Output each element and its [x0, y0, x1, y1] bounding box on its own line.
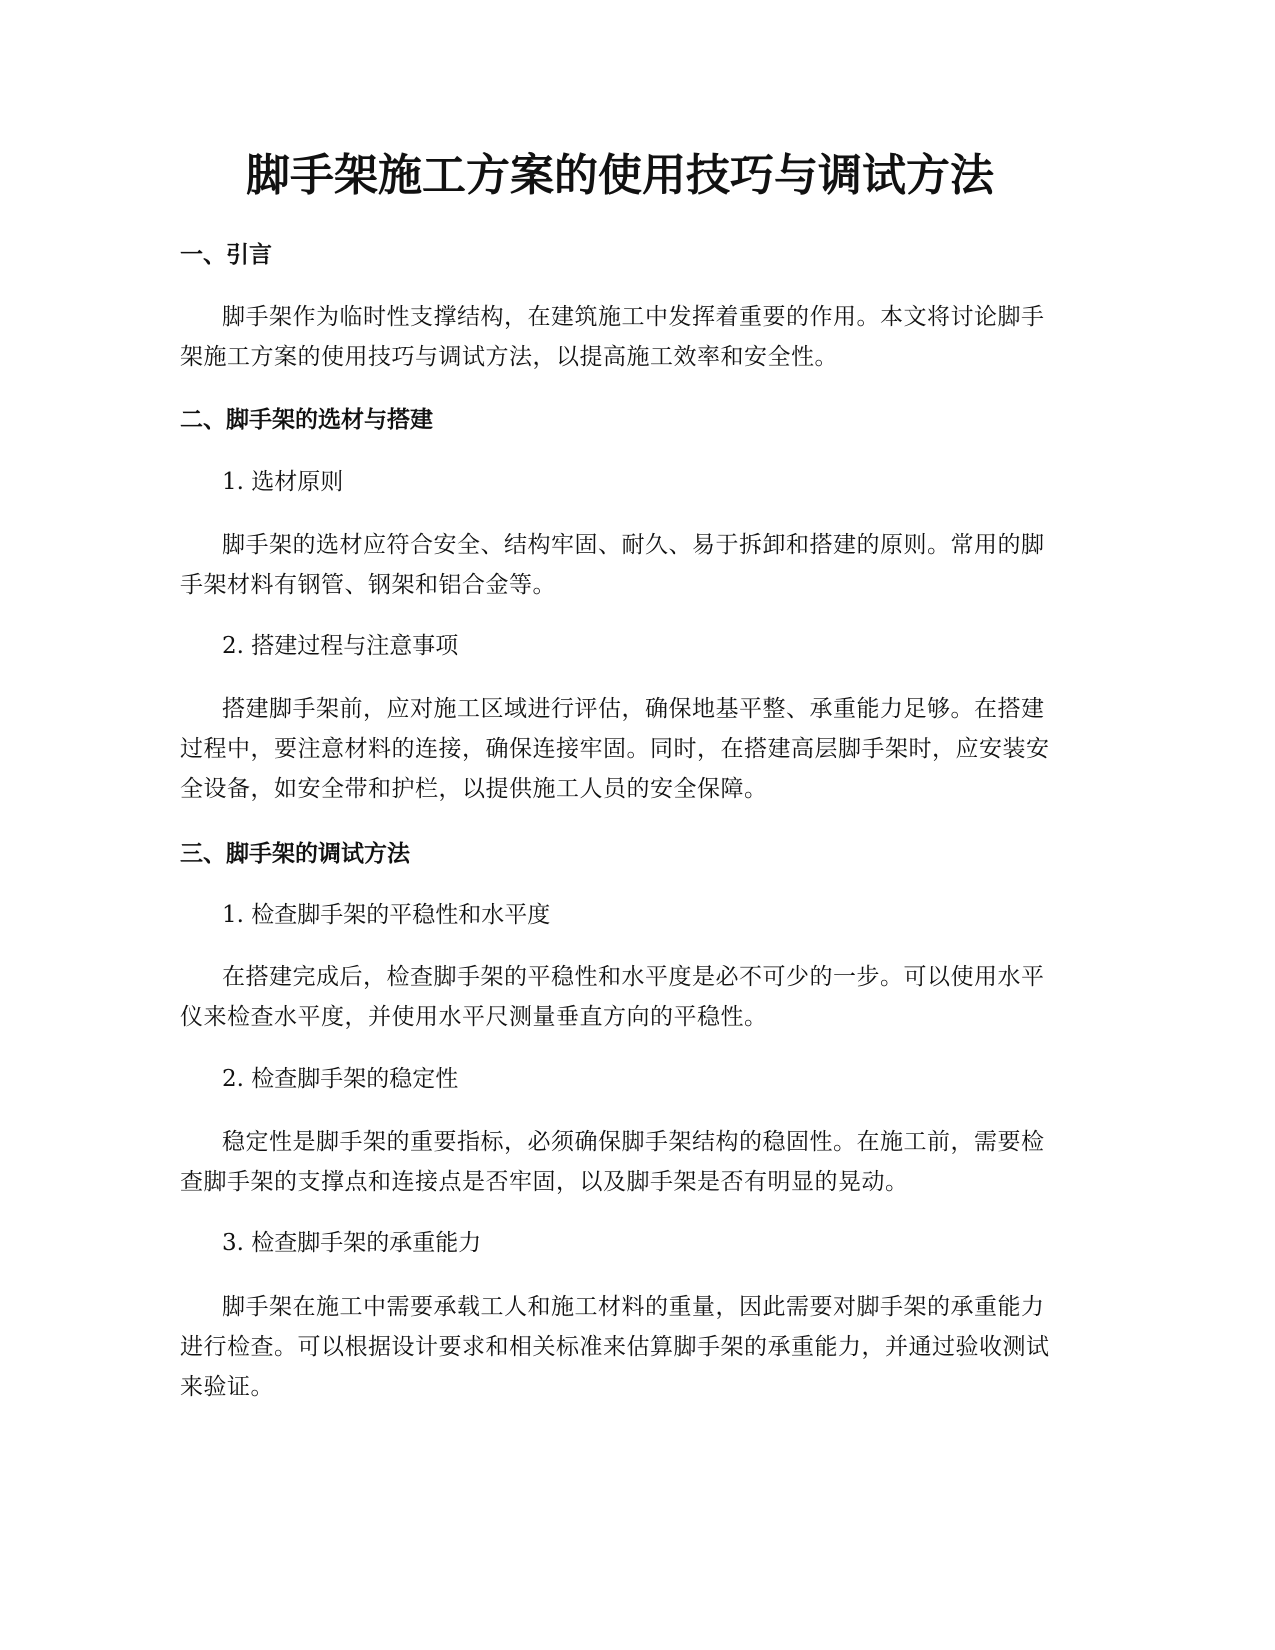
paragraph-erection-process: 搭建脚手架前，应对施工区域进行评估，确保地基平整、承重能力足够。在搭建过程中，要注意材料的连接，确保连接牢固。同时，在搭建高层脚手架时，应安装安全设备，如安全带和护栏，以提供施工人员的安全保障。 [180, 696, 1050, 802]
subheading-load-capacity: 3. 检查脚手架的承重能力 [222, 1230, 482, 1256]
subheading-stability: 2. 检查脚手架的稳定性 [222, 1066, 459, 1092]
document-page [180, 0, 1060, 1650]
subheading-erection-process: 2. 搭建过程与注意事项 [222, 633, 459, 659]
subheading-stability-level: 1. 检查脚手架的平稳性和水平度 [222, 902, 551, 928]
paragraph-introduction: 脚手架作为临时性支撑结构，在建筑施工中发挥着重要的作用。本文将讨论脚手架施工方案的使用技巧与调试方法，以提高施工效率和安全性。 [180, 304, 1045, 370]
paragraph-load-capacity: 脚手架在施工中需要承载工人和施工材料的重量，因此需要对脚手架的承重能力进行检查。可以根据设计要求和相关标准来估算脚手架的承重能力，并通过验收测试来验证。 [180, 1294, 1050, 1400]
paragraph-stability-level: 在搭建完成后，检查脚手架的平稳性和水平度是必不可少的一步。可以使用水平仪来检查水平度，并使用水平尺测量垂直方向的平稳性。 [180, 964, 1045, 1030]
paragraph-material-principles: 脚手架的选材应符合安全、结构牢固、耐久、易于拆卸和搭建的原则。常用的脚手架材料有钢管、钢架和铝合金等。 [180, 532, 1045, 598]
section-heading-materials: 二、脚手架的选材与搭建 [180, 407, 433, 433]
section-heading-debugging: 三、脚手架的调试方法 [180, 841, 410, 867]
paragraph-stability: 稳定性是脚手架的重要指标，必须确保脚手架结构的稳固性。在施工前，需要检查脚手架的支撑点和连接点是否牢固，以及脚手架是否有明显的晃动。 [180, 1129, 1045, 1195]
document-title: 脚手架施工方案的使用技巧与调试方法 [246, 150, 994, 201]
subheading-material-principles: 1. 选材原则 [222, 469, 344, 495]
section-heading-introduction: 一、引言 [180, 242, 272, 268]
